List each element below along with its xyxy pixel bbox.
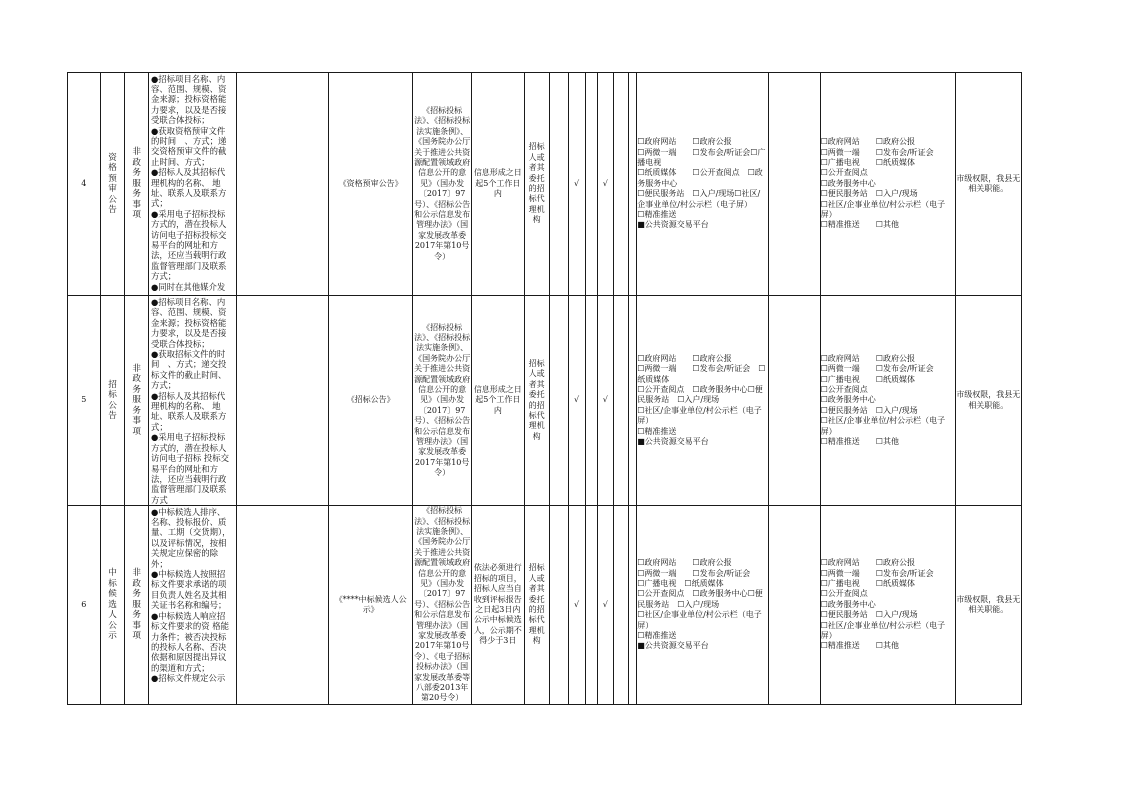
- check-cell: [629, 506, 637, 705]
- check-cell: [629, 73, 637, 296]
- disclosure-period: 依法必须进行招标的项目，招标人应当自收到评标报告之日起3日内公示中标候选人，公示期不得少于3日: [471, 506, 524, 705]
- blank-cell: [768, 506, 820, 705]
- disclosure-period: 信息形成之日起5个工作日内: [471, 296, 524, 506]
- table-row: [68, 73, 1022, 296]
- check-cell: √: [597, 73, 613, 296]
- channels-list: ☐政府网站 ☐政府公报 ☐两微一端 ☐发布会/听证会 ☐纸质媒体 ☐公开查阅点 ☐政务服务中心☐便民服务站 ☐入户/现场 ☐社区/企事业单位/村公示栏（电子屏） ☐精准推送 ■公共资源交易平台: [637, 296, 769, 506]
- item-name: 资格预审公告: [100, 73, 125, 296]
- blank-cell: [236, 73, 328, 296]
- item-type: 非政务服务事项: [125, 506, 149, 705]
- check-cell: [585, 296, 597, 506]
- document-title: 《资格预审公告》: [329, 73, 413, 296]
- row-number: 5: [68, 296, 101, 506]
- disclosure-subject: 招标人或者其委托的招标代理机构: [524, 506, 549, 705]
- disclosure-content: ●招标项目名称、内容、范围、规模、资金来源；投标资格能力要求，以及是否接受联合体投标； ●获取资格预审文件的时间 、方式；递交资格预审文件的截止时间、方式； ●招标人及其招标代理机构的名称、 地址、联系人及联系方式； ●采用电子招标投标方式的，潜在投标人访问电子招标投标交易平台的网址和方法，还应当载明行政监督管理部门及联系方式； ●同时在其他媒介发: [149, 73, 237, 296]
- check-cell: [585, 506, 597, 705]
- check-cell: [613, 506, 629, 705]
- disclosure-content: ●招标项目名称、内容、范围、规模、资金来源；投标资格能力要求，以及是否接受联合体投标； ●获取招标文件的时间 、方式；递交投标文件的截止时间、方式； ●招标人及其招标代理机构的名称、 地址、联系人及联系方式； ●采用电子招标投标方式的，潜在投标人访问电子招标 投标交易平台的网址和方法，还应当载明行政监督管理部门及联系方式: [149, 296, 237, 506]
- check-cell: √: [597, 506, 613, 705]
- blank-cell: [236, 296, 328, 506]
- blank-cell: [236, 506, 328, 705]
- check-cell: [549, 506, 568, 705]
- channels-list-secondary: ☐政府网站 ☐政府公报 ☐两微一端 ☐发布会/听证会 ☐广播电视 ☐纸质媒体 ☐公开查阅点 ☐政务服务中心 ☐便民服务站 ☐入户/现场 ☐社区/企事业单位/村公示栏（电子屏） ☐精准推送 ☐其他: [820, 73, 955, 296]
- check-cell: [549, 296, 568, 506]
- blank-cell: [768, 73, 820, 296]
- channels-list: ☐政府网站 ☐政府公报 ☐两微一端 ☐发布会/听证会☐广播电视 ☐纸质媒体 ☐公开查阅点 ☐政务服务中心 ☐便民服务站 ☐入户/现场☐社区/企事业单位/村公示栏（电子屏） ☐精准推送 ■公共资源交易平台: [637, 73, 769, 296]
- disclosure-table: [67, 72, 1022, 705]
- document-title: 《招标公告》: [329, 296, 413, 506]
- disclosure-subject: 招标人或者其委托的招标代理机构: [524, 296, 549, 506]
- channels-list: ☐政府网站 ☐政府公报 ☐两微一端 ☐发布会/听证会 ☐广播电视 ☐纸质媒体 ☐公开查阅点 ☐政务服务中心☐便民服务站 ☐入户/现场 ☐社区/企事业单位/村公示栏（电子屏） ☐精准推送 ■公共资源交易平台: [637, 506, 769, 705]
- item-name: 招标公告: [100, 296, 125, 506]
- check-cell: √: [568, 506, 585, 705]
- disclosure-content: ●中标候选人排序、名称、投标报价、质量、工期（交货期），以及评标情况，按相关规定应保密的除外； ●中标候选人按照招标文件要求承诺的项目负责人姓名及其相关证书名称和编号； ●中标候选人响应招标文件要求的资 格能力条件；被否决投标的投标人名称、否决依据和原因提出异议的渠道和方式； ●招标文件规定公示: [149, 506, 237, 705]
- channels-list-secondary: ☐政府网站 ☐政府公报 ☐两微一端 ☐发布会/听证会 ☐广播电视 ☐纸质媒体 ☐公开查阅点 ☐政务服务中心 ☐便民服务站 ☐入户/现场 ☐社区/企事业单位/村公示栏（电子屏） ☐精准推送 ☐其他: [820, 296, 955, 506]
- legal-basis: 《招标投标法》、《招标投标法实施条例》、《国务院办公厅关于推进公共资源配置领域政府信息公开的意见》（国办发〔2017〕97号）、《招标公告和公示信息发布管理办法》（国家发展改革委2017年第10号令）: [413, 296, 472, 506]
- document-title: 《****中标候选人公示》: [329, 506, 413, 705]
- item-name: 中标候选人公示: [100, 506, 125, 705]
- table-row: [68, 506, 1022, 705]
- check-cell: √: [597, 296, 613, 506]
- row-number: 6: [68, 506, 101, 705]
- legal-basis: 《招标投标法》、《招标投标法实施条例》、《国务院办公厅关于推进公共资源配置领域政府信息公开的意见》（国办发〔2017〕97号）、《招标公告和公示信息发布管理办法》（国家发展改革委2017年第10号令）: [413, 73, 472, 296]
- disclosure-subject: 招标人或者其委托的招标代理机构: [524, 73, 549, 296]
- check-cell: [629, 296, 637, 506]
- item-type: 非政务服务事项: [125, 73, 149, 296]
- check-cell: √: [568, 73, 585, 296]
- blank-cell: [768, 296, 820, 506]
- check-cell: [549, 73, 568, 296]
- remarks: 市级权限，我县无相关职能。: [955, 296, 1021, 506]
- table-row: [68, 296, 1022, 506]
- row-number: 4: [68, 73, 101, 296]
- check-cell: √: [568, 296, 585, 506]
- legal-basis: 《招标投标法》、《招标投标法实施条例》、《国务院办公厅关于推进公共资源配置领域政府信息公开的意见》（国办发〔2017〕97号）、《招标公告和公示信息发布管理办法》（国家发展改革委2017年第10号令）、《电子招标投标办法》（国家发展改革委等八部委2013年第20号令）: [414, 506, 471, 703]
- check-cell: [613, 296, 629, 506]
- check-cell: [585, 73, 597, 296]
- item-type: 非政务服务事项: [125, 296, 149, 506]
- remarks: 市级权限，我县无相关职能。: [955, 506, 1021, 705]
- check-cell: [613, 73, 629, 296]
- channels-list-secondary: ☐政府网站 ☐政府公报 ☐两微一端 ☐发布会/听证会 ☐广播电视 ☐纸质媒体 ☐公开查阅点 ☐政务服务中心 ☐便民服务站 ☐入户/现场 ☐社区/企事业单位/村公示栏（电子屏） ☐精准推送 ☐其他: [820, 506, 955, 705]
- disclosure-period: 信息形成之日起5个工作日内: [471, 73, 524, 296]
- remarks: 市级权限，我县无相关职能。: [955, 73, 1021, 296]
